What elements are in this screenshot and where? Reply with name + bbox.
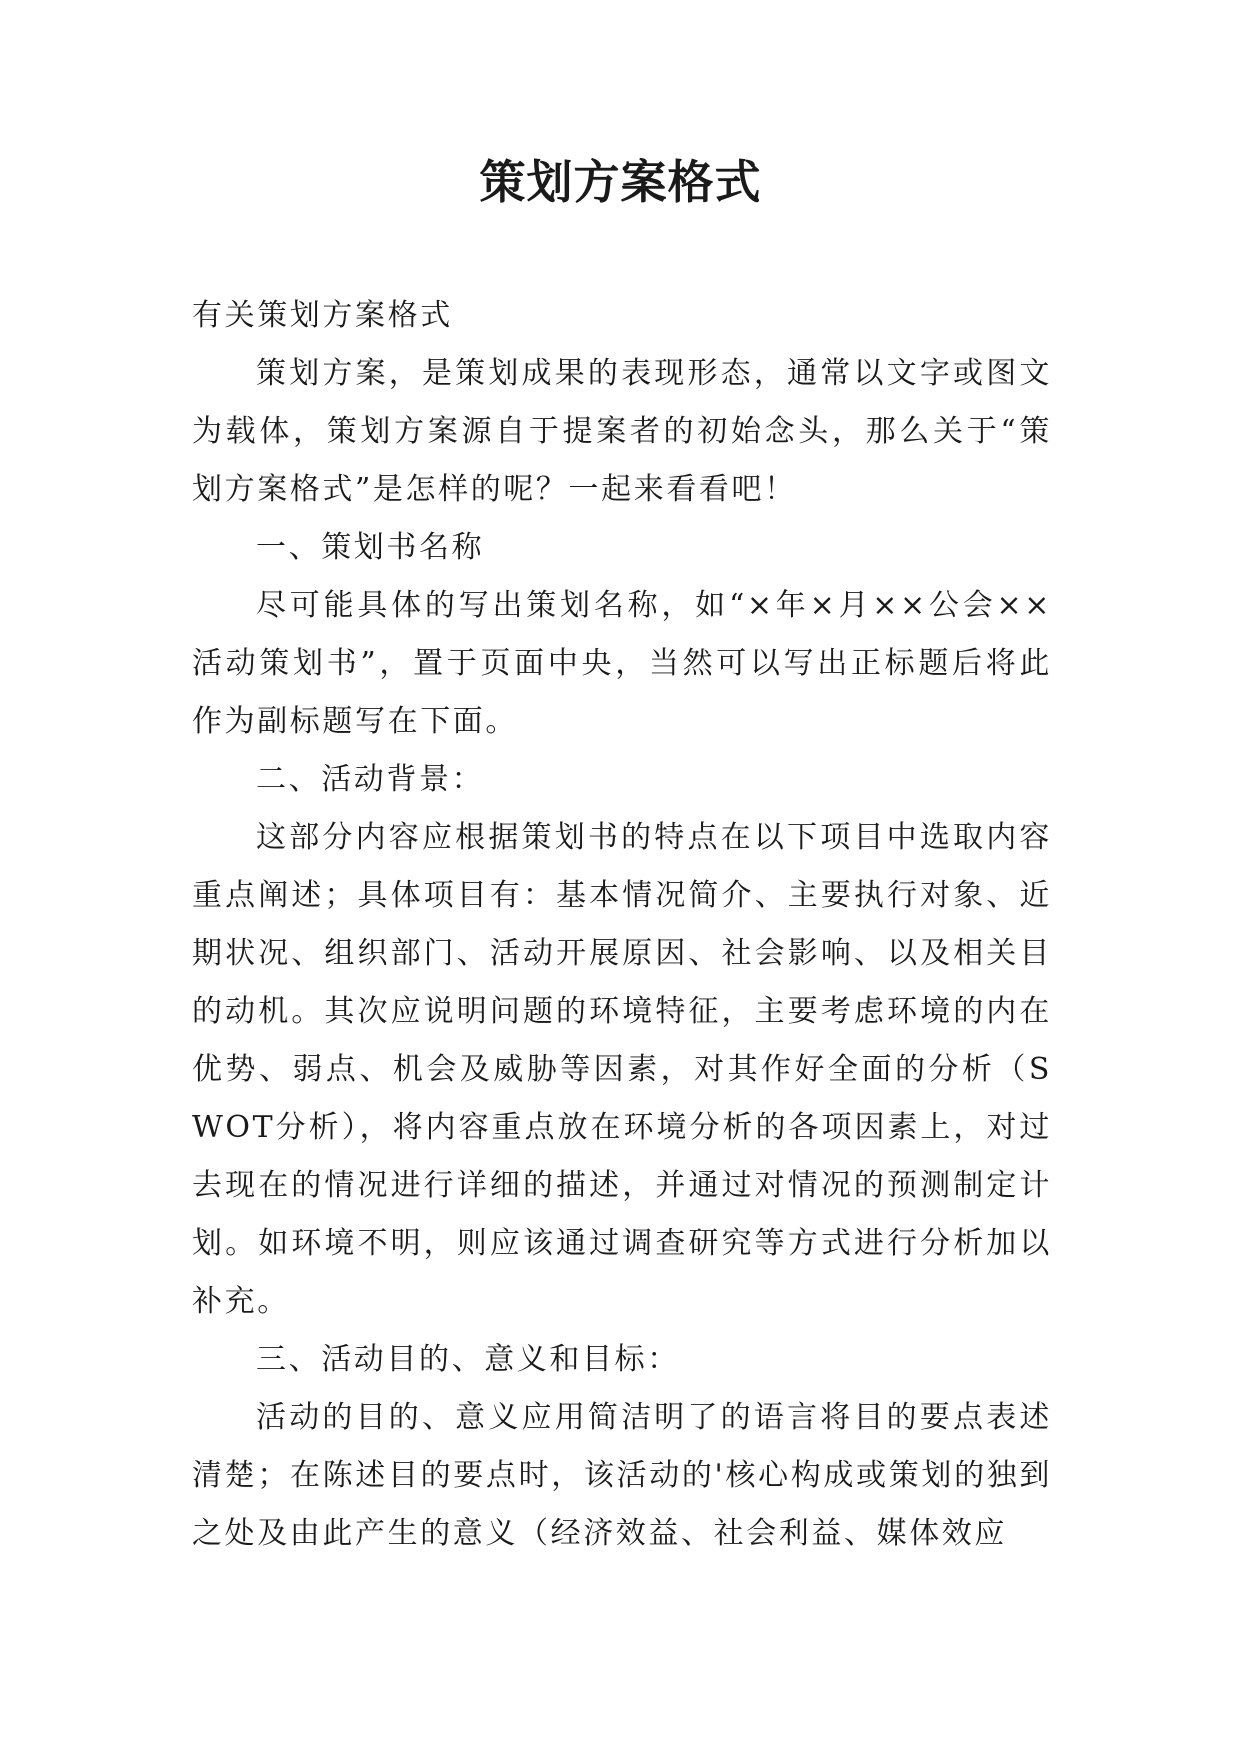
intro-heading: 有关策划方案格式	[192, 298, 453, 333]
section-heading-background: 二、活动背景：	[256, 762, 485, 797]
section-heading-purpose: 三、活动目的、意义和目标：	[256, 1342, 680, 1377]
section-purpose-paragraph: 活动的目的、意义应用简洁明了的语言将目的要点表述清楚；在陈述目的要点时，该活动的'核心构成或策划的独到之处及由此产生的意义（经济效益、社会利益、媒体效应	[192, 1400, 1052, 1551]
section-heading-name: 一、策划书名称	[256, 530, 485, 565]
section-name-paragraph: 尽可能具体的写出策划名称，如“×年×月××公会××活动策划书”，置于页面中央，当然可以写出正标题后将此作为副标题写在下面。	[192, 588, 1052, 739]
intro-paragraph: 策划方案，是策划成果的表现形态，通常以文字或图文为载体，策划方案源自于提案者的初始念头，那么关于“策划方案格式”是怎样的呢？一起来看看吧！	[192, 356, 1052, 507]
document-body	[192, 287, 1052, 1563]
section-background-paragraph: 这部分内容应根据策划书的特点在以下项目中选取内容重点阐述；具体项目有：基本情况简介、主要执行对象、近期状况、组织部门、活动开展原因、社会影响、以及相关目的动机。其次应说明问题的环境特征，主要考虑环境的内在优势、弱点、机会及威胁等因素，对其作好全面的分析（SWOT分析），将内容重点放在环境分析的各项因素上，对过去现在的情况进行详细的描述，并通过对情况的预测制定计划。如环境不明，则应该通过调查研究等方式进行分析加以补充。	[192, 820, 1052, 1319]
document-title: 策划方案格式	[479, 155, 762, 209]
